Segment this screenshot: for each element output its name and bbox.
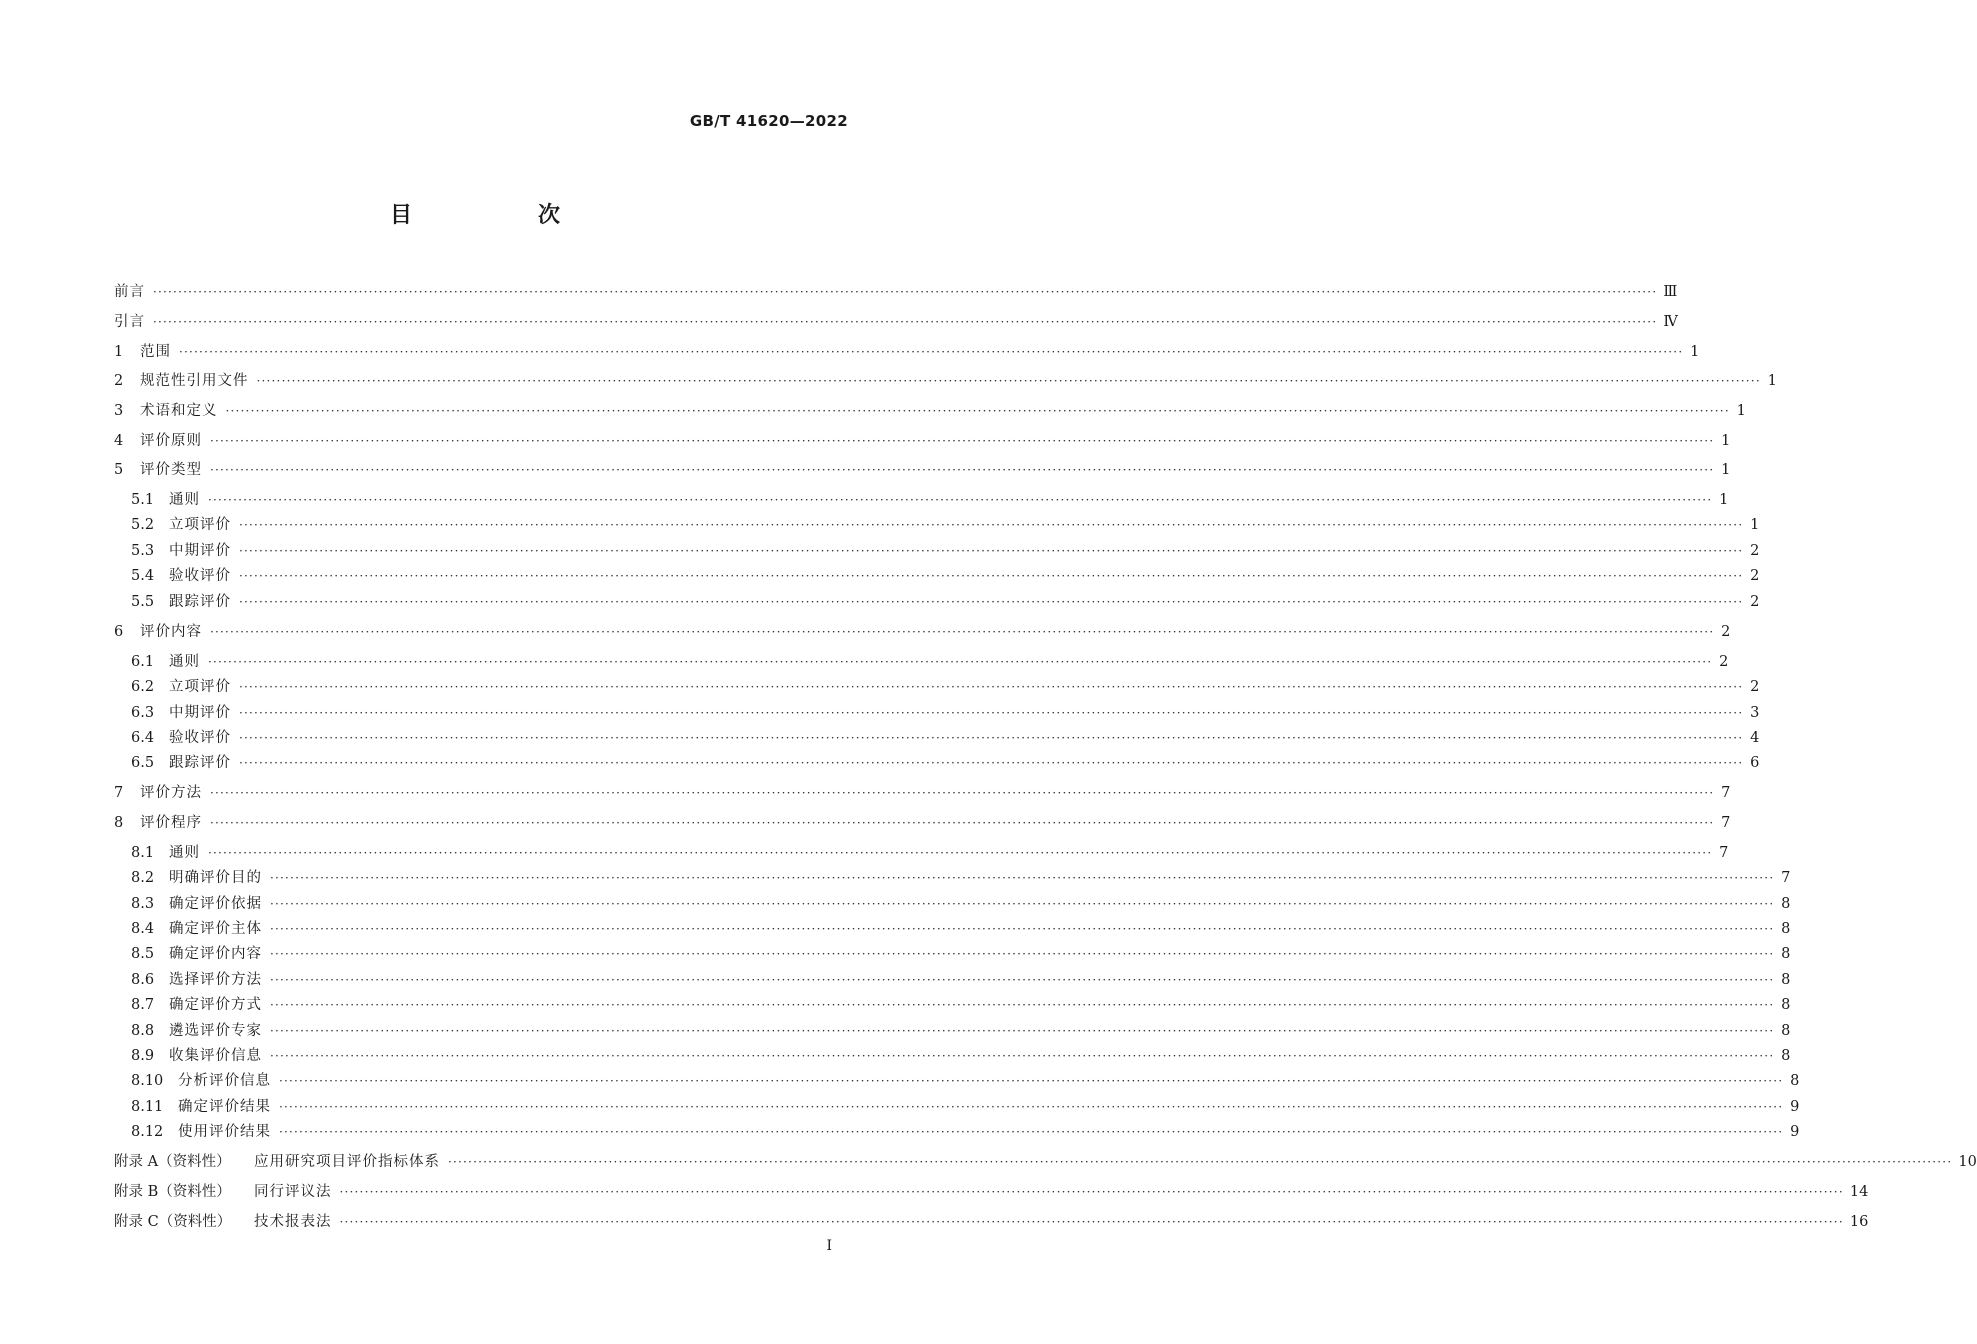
toc-entry-title: 中期评价	[169, 543, 231, 559]
toc-leader-dots: ············································································································································································································································································································	[239, 544, 1744, 558]
toc-entry-page: 1	[1690, 344, 1700, 360]
toc-leader-dots: ············································································································································································································································································································	[270, 1049, 1775, 1063]
toc-entry-page: 14	[1849, 1184, 1869, 1200]
toc-entry-number: 7	[114, 785, 124, 801]
toc-entry-number: 5.4	[131, 568, 155, 584]
toc-leader-dots: ············································································································································································································································································································	[239, 595, 1744, 609]
toc-entry[interactable]	[131, 842, 1729, 864]
toc-entry[interactable]	[114, 621, 1731, 643]
toc-entry-page: 7	[1781, 870, 1791, 886]
toc-entry-number: 6	[114, 624, 124, 640]
toc-entry-title: 引言	[114, 314, 145, 330]
toc-entry-number: 6.5	[131, 755, 155, 771]
toc-entry-title: 中期评价	[169, 705, 231, 721]
toc-entry[interactable]	[131, 565, 1760, 587]
toc-entry[interactable]	[131, 867, 1791, 889]
toc-entry-title: 通则	[169, 492, 200, 508]
toc-entry-page: 2	[1750, 594, 1760, 610]
toc-entry-page: 16	[1849, 1214, 1869, 1230]
toc-leader-dots: ············································································································································································································································································································	[270, 973, 1775, 987]
toc-entry-page: 8	[1781, 946, 1791, 962]
toc-leader-dots: ············································································································································································································································································································	[270, 897, 1775, 911]
toc-entry-page: 1	[1750, 517, 1760, 533]
toc-leader-dots: ············································································································································································································································································································	[339, 1215, 1844, 1229]
toc-entry-number: 1	[114, 344, 124, 360]
toc-entry-number: 3	[114, 403, 124, 419]
toc-entry-number: 8.12	[131, 1124, 164, 1140]
toc-entry-number: 8.6	[131, 972, 155, 988]
toc-leader-dots: ············································································································································································································································································································	[210, 463, 1715, 477]
toc-entry-page: 4	[1750, 730, 1760, 746]
toc-entry[interactable]	[131, 489, 1729, 511]
toc-leader-dots: ············································································································································································································································································································	[239, 680, 1744, 694]
toc-entry[interactable]	[131, 540, 1760, 562]
toc-leader-dots: ············································································································································································································································································································	[256, 374, 1761, 388]
toc-entry-title: 跟踪评价	[169, 594, 231, 610]
toc-leader-dots: ············································································································································································································································································································	[279, 1100, 1784, 1114]
toc-leader-dots: ············································································································································································································································································································	[270, 1024, 1775, 1038]
toc-entry-title: 技术报表法	[254, 1214, 332, 1230]
toc-entry-title: 术语和定义	[140, 403, 218, 419]
toc-entry-title: 验收评价	[169, 730, 231, 746]
toc-entry[interactable]	[114, 1181, 1869, 1203]
toc-leader-dots: ············································································································································································································································································································	[270, 947, 1775, 961]
toc-leader-dots: ············································································································································································································································································································	[210, 816, 1715, 830]
toc-entry-page: 2	[1750, 543, 1760, 559]
toc-entry-title: 选择评价方法	[169, 972, 262, 988]
toc-leader-dots: ············································································································································································································································································································	[239, 518, 1744, 532]
toc-entry-title: 应用研究项目评价指标体系	[254, 1154, 440, 1170]
toc-entry[interactable]	[114, 782, 1731, 804]
toc-entry[interactable]	[131, 1096, 1800, 1118]
toc-entry[interactable]	[114, 812, 1731, 834]
toc-entry-title: 评价程序	[140, 815, 202, 831]
toc-entry-number: 5.1	[131, 492, 155, 508]
toc-entry-page: 7	[1721, 785, 1731, 801]
toc-entry-title: 立项评价	[169, 517, 231, 533]
toc-leader-dots: ············································································································································································································································································································	[208, 493, 1713, 507]
toc-entry-page: 8	[1781, 997, 1791, 1013]
toc-entry-number: 8	[114, 815, 124, 831]
toc-entry-page: 8	[1781, 921, 1791, 937]
toc-entry-title: 分析评价信息	[178, 1073, 271, 1089]
toc-entry[interactable]	[114, 430, 1731, 452]
toc-entry-page: 1	[1721, 433, 1731, 449]
toc-entry-title: 确定评价主体	[169, 921, 262, 937]
toc-entry-page: 2	[1750, 679, 1760, 695]
toc-entry-title: 通则	[169, 845, 200, 861]
toc-entry-page: 1	[1767, 373, 1777, 389]
toc-entry-title: 评价类型	[140, 462, 202, 478]
toc-leader-dots: ············································································································································································································································································································	[239, 569, 1744, 583]
toc-entry-page: Ⅳ	[1663, 314, 1678, 330]
toc-entry[interactable]	[131, 702, 1760, 724]
toc-entry-number: 2	[114, 373, 124, 389]
toc-entry[interactable]	[114, 370, 1777, 392]
toc-entry[interactable]	[114, 400, 1746, 422]
toc-entry-number: 5.2	[131, 517, 155, 533]
toc-entry-page: Ⅲ	[1663, 284, 1678, 300]
toc-entry-title: 遴选评价专家	[169, 1023, 262, 1039]
toc-entry-page: 8	[1781, 972, 1791, 988]
toc-leader-dots: ············································································································································································································································································································	[210, 786, 1715, 800]
toc-entry-number: 8.9	[131, 1048, 155, 1064]
toc-entry-page: 1	[1721, 462, 1731, 478]
standard-code: GB/T 41620—2022	[689, 112, 848, 130]
toc-entry[interactable]	[131, 1121, 1800, 1143]
toc-leader-dots: ············································································································································································································································································································	[270, 922, 1775, 936]
toc-entry[interactable]	[114, 311, 1678, 333]
toc-entry[interactable]	[131, 1020, 1791, 1042]
toc-entry-title: 确定评价方式	[169, 997, 262, 1013]
toc-entry-title: 立项评价	[169, 679, 231, 695]
toc-entry-number: 附录 C（资料性）	[114, 1214, 232, 1230]
toc-leader-dots: ············································································································································································································································································································	[225, 404, 1730, 418]
toc-leader-dots: ············································································································································································································································································································	[339, 1185, 1844, 1199]
toc-entry-page: 3	[1750, 705, 1760, 721]
toc-entry-page: 7	[1721, 815, 1731, 831]
toc-entry-number: 6.1	[131, 654, 155, 670]
toc-entry[interactable]	[131, 893, 1791, 915]
toc-entry-number: 8.7	[131, 997, 155, 1013]
toc-entry[interactable]	[131, 943, 1791, 965]
toc-entry-title: 同行评议法	[254, 1184, 332, 1200]
toc-entry-number: 5.3	[131, 543, 155, 559]
toc-entry-page: 9	[1790, 1099, 1800, 1115]
toc-entry-title: 评价内容	[140, 624, 202, 640]
toc-entry-page: 8	[1781, 1023, 1791, 1039]
toc-entry-number: 8.2	[131, 870, 155, 886]
toc-entry-title: 通则	[169, 654, 200, 670]
toc-entry-page: 8	[1790, 1073, 1800, 1089]
toc-leader-dots: ············································································································································································································································································································	[208, 846, 1713, 860]
toc-leader-dots: ············································································································································································································································································································	[239, 731, 1744, 745]
toc-leader-dots: ············································································································································································································································································································	[239, 706, 1744, 720]
toc-entry-page: 8	[1781, 1048, 1791, 1064]
toc-entry[interactable]	[114, 1151, 1977, 1173]
toc-entry-number: 6.2	[131, 679, 155, 695]
toc-leader-dots: ············································································································································································································································································································	[239, 756, 1744, 770]
toc-entry[interactable]	[131, 918, 1791, 940]
toc-entry-title: 范围	[140, 344, 171, 360]
toc-leader-dots: ············································································································································································································································································································	[210, 434, 1715, 448]
toc-leader-dots: ············································································································································································································································································································	[448, 1155, 1953, 1169]
toc-entry[interactable]	[131, 1070, 1800, 1092]
toc-entry[interactable]	[131, 591, 1760, 613]
toc-entry[interactable]	[114, 459, 1731, 481]
toc-entry-page: 2	[1719, 654, 1729, 670]
toc-leader-dots: ············································································································································································································································································································	[270, 998, 1775, 1012]
toc-entry-number: 6.4	[131, 730, 155, 746]
toc-leader-dots: ············································································································································································································································································································	[210, 625, 1715, 639]
toc-entry[interactable]	[131, 1045, 1791, 1067]
toc-title: 目 次	[389, 203, 612, 228]
toc-leader-dots: ············································································································································································································································································································	[153, 285, 1658, 299]
toc-entry[interactable]	[131, 651, 1729, 673]
toc-entry-title: 确定评价结果	[178, 1099, 271, 1115]
toc-entry-number: 附录 A（资料性）	[114, 1154, 231, 1170]
toc-entry-title: 收集评价信息	[169, 1048, 262, 1064]
toc-entry-title: 明确评价目的	[169, 870, 262, 886]
toc-entry-title: 确定评价依据	[169, 896, 262, 912]
toc-entry-title: 前言	[114, 284, 145, 300]
toc-entry-number: 8.4	[131, 921, 155, 937]
toc-leader-dots: ············································································································································································································································································································	[153, 315, 1658, 329]
toc-entry-page: 10	[1958, 1154, 1977, 1170]
toc-entry-page: 2	[1750, 568, 1760, 584]
toc-entry-title: 确定评价内容	[169, 946, 262, 962]
toc-entry-title: 评价原则	[140, 433, 202, 449]
toc-entry-title: 跟踪评价	[169, 755, 231, 771]
toc-entry-title: 使用评价结果	[178, 1124, 271, 1140]
toc-leader-dots: ············································································································································································································································································································	[279, 1125, 1784, 1139]
toc-entry-page: 9	[1790, 1124, 1800, 1140]
toc-entry[interactable]	[131, 969, 1791, 991]
toc-entry[interactable]	[114, 281, 1678, 303]
toc-entry-number: 8.5	[131, 946, 155, 962]
toc-entry[interactable]	[131, 752, 1760, 774]
toc-entry-number: 4	[114, 433, 124, 449]
toc-leader-dots: ············································································································································································································································································································	[208, 655, 1713, 669]
toc-entry-number: 5	[114, 462, 124, 478]
toc-entry[interactable]	[131, 676, 1760, 698]
toc-entry-number: 8.1	[131, 845, 155, 861]
toc-entry-number: 8.8	[131, 1023, 155, 1039]
toc-entry-number: 6.3	[131, 705, 155, 721]
toc-entry[interactable]	[131, 727, 1760, 749]
toc-entry-title: 规范性引用文件	[140, 373, 249, 389]
toc-entry-page: 7	[1719, 845, 1729, 861]
toc-entry[interactable]	[114, 341, 1700, 363]
toc-leader-dots: ············································································································································································································································································································	[270, 871, 1775, 885]
toc-entry-page: 6	[1750, 755, 1760, 771]
toc-entry-number: 8.11	[131, 1099, 164, 1115]
toc-entry-number: 8.10	[131, 1073, 164, 1089]
toc-entry[interactable]	[114, 1211, 1869, 1233]
toc-entry-page: 1	[1736, 403, 1746, 419]
toc-leader-dots: ············································································································································································································································································································	[179, 345, 1684, 359]
page-number: I	[826, 1238, 832, 1254]
toc-entry-page: 8	[1781, 896, 1791, 912]
toc-entry-page: 1	[1719, 492, 1729, 508]
toc-entry-number: 8.3	[131, 896, 155, 912]
toc-entry-number: 5.5	[131, 594, 155, 610]
toc-entry[interactable]	[131, 514, 1760, 536]
toc-entry[interactable]	[131, 994, 1791, 1016]
toc-entry-number: 附录 B（资料性）	[114, 1184, 231, 1200]
toc-entry-page: 2	[1721, 624, 1731, 640]
toc-entry-title: 验收评价	[169, 568, 231, 584]
toc-entry-title: 评价方法	[140, 785, 202, 801]
toc-leader-dots: ············································································································································································································································································································	[279, 1074, 1784, 1088]
